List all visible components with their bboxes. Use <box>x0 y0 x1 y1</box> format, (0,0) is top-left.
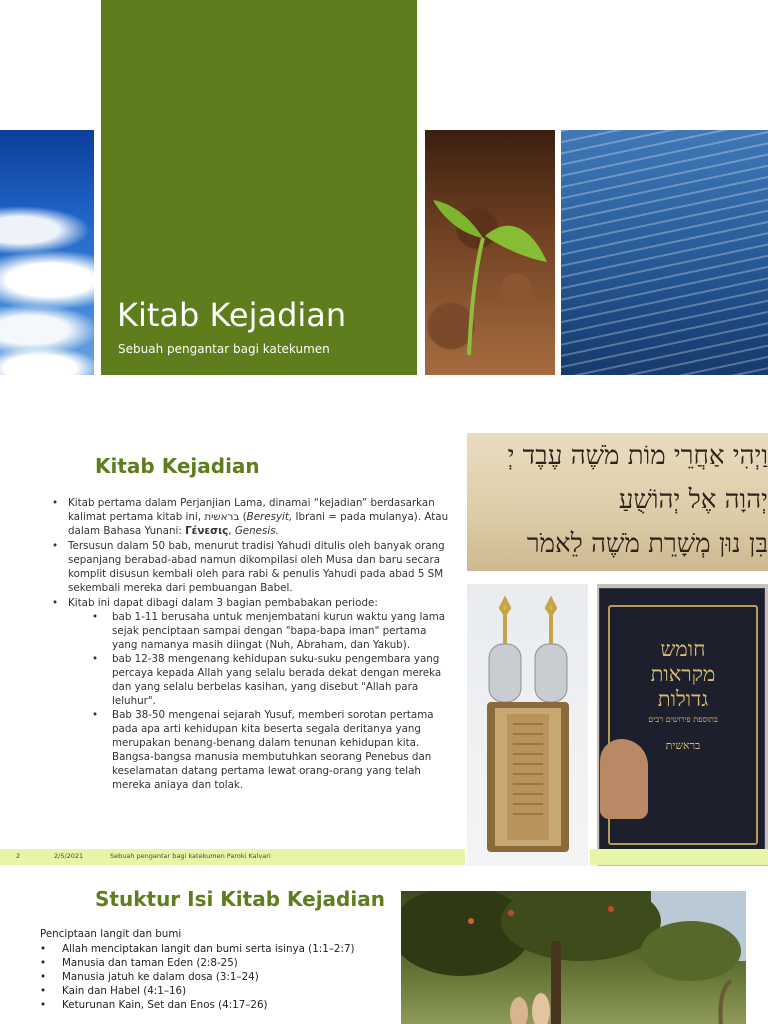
footer-date: 2/5/2021 <box>54 852 84 860</box>
book-title-line: גדולות <box>657 687 709 711</box>
list-item: • Allah menciptakan langit dan bumi serta isinya (1:1–2:7) <box>40 942 400 956</box>
hebrew-manuscript-photo <box>467 433 768 571</box>
book-title-line: מקראות <box>650 662 716 686</box>
bullet-italic: Beresyit, <box>246 511 293 523</box>
painting-icon <box>401 891 746 1024</box>
list-item <box>52 496 452 538</box>
page-number: 2 <box>16 852 21 860</box>
book-name: בראשית <box>665 739 701 752</box>
section-heading: Penciptaan langit dan bumi <box>40 928 182 940</box>
water-photo <box>561 130 768 375</box>
list-item <box>52 539 452 595</box>
sky-clouds-photo <box>0 130 94 375</box>
book-title-line: חומש <box>660 637 706 661</box>
footer-text: Sebuah pengantar bagi katekumen Paroki Kalvari <box>110 852 271 860</box>
main-subtitle: Sebuah pengantar bagi katekumen <box>118 342 330 356</box>
torah-scroll-photo <box>467 584 588 866</box>
slide-title: Stuktur Isi Kitab Kejadian <box>95 887 385 911</box>
bullet-text: Ibrani = pada mulanya). Atau dalam Bahasa Yunani: <box>68 511 449 537</box>
bullet-text: Tersusun dalam 50 bab, menurut tradisi Yahudi ditulis oleh banyak orang sepanjang berabad-abad namun dikompilasi oleh Musa dan baru secara komplit disusun kembali oleh para rabi & penulis Yahudi pada abad 5 SM sekembali mereka dari pembuangan Babel. <box>68 540 445 594</box>
bullet-text: Kitab ini dapat dibagi dalam 3 bagian pembabakan periode: <box>68 597 378 609</box>
list-item: • Keturunan Kain, Set dan Enos (4:17–26) <box>40 998 400 1012</box>
bullet-italic: Genesis. <box>234 525 279 537</box>
intro-slide <box>0 390 768 875</box>
garden-of-eden-painting <box>401 891 746 1024</box>
list-item: • Kain dan Habel (4:1–16) <box>40 984 400 998</box>
sub-list-item: • Bab 38-50 mengenai sejarah Yusuf, memberi sorotan pertama pada apa arti kehidupan kita beserta segala deritanya yang merupakan benang-benang dalam tenunan kehidupan kita. Bangsa-bangsa manusia membutuhkan seorang Penebus dan keselamatan datang pertama lewat orang-orang yang telah mereka aniaya dan tolak. <box>92 708 452 792</box>
main-title: Kitab Kejadian <box>117 296 347 334</box>
structure-slide <box>0 875 768 1024</box>
hebrew-book-photo <box>597 584 768 866</box>
book-cover <box>599 588 765 860</box>
list-item: • Manusia jatuh ke dalam dosa (3:1–24) <box>40 970 400 984</box>
title-slide <box>0 0 768 390</box>
slide-footer <box>0 849 768 865</box>
hebrew-line: יְהוָה אֶל יְהוֹשֻׁעַ <box>618 485 768 515</box>
book-title <box>608 637 758 712</box>
bullet-text: , <box>228 525 235 537</box>
bullet-list <box>40 942 400 1012</box>
sub-list-item: • bab 12-38 mengenang kehidupan suku-suku pengembara yang percaya kepada Allah yang selalu berada dekat dengan mereka dan yang selalu berbelas kasihan, yang disebut "Allah para leluhur". <box>92 652 452 708</box>
sub-list-item: • bab 1-11 berusaha untuk menjembatani kurun waktu yang lama sejak penciptaan sampai dengan "bapa-bapa iman" pertama yang namanya masih diingat (Nuh, Abraham, dan Yakub). <box>92 610 452 652</box>
sub-list <box>92 610 452 792</box>
bullet-text: Kitab pertama dalam Perjanjian Lama, dinamai “kejadian” berdasarkan kalimat pertama kitab ini, בראשית ( <box>68 497 435 523</box>
hebrew-line: וַיְהִי אַחֲרֵי מוֹת מֹשֶׁה עֶבֶד יְ <box>507 441 768 471</box>
book-subtitle: בתוספת פירושים רבים <box>648 715 718 724</box>
bullet-list <box>52 496 452 793</box>
hebrew-line: בִּן נוּן מְשָׁרֵת מֹשֶׁה לֵאמֹר <box>526 529 768 559</box>
list-item <box>52 596 452 792</box>
footer-bar <box>590 849 768 865</box>
hand <box>600 739 648 819</box>
sprout-icon <box>425 130 555 375</box>
title-panel <box>101 0 417 375</box>
torah-scroll-icon <box>467 584 588 866</box>
bullet-bold: Γένεσις <box>185 525 229 537</box>
list-item: • Manusia dan taman Eden (2:8-25) <box>40 956 400 970</box>
sprout-photo <box>425 130 555 375</box>
slide-title: Kitab Kejadian <box>95 454 260 478</box>
